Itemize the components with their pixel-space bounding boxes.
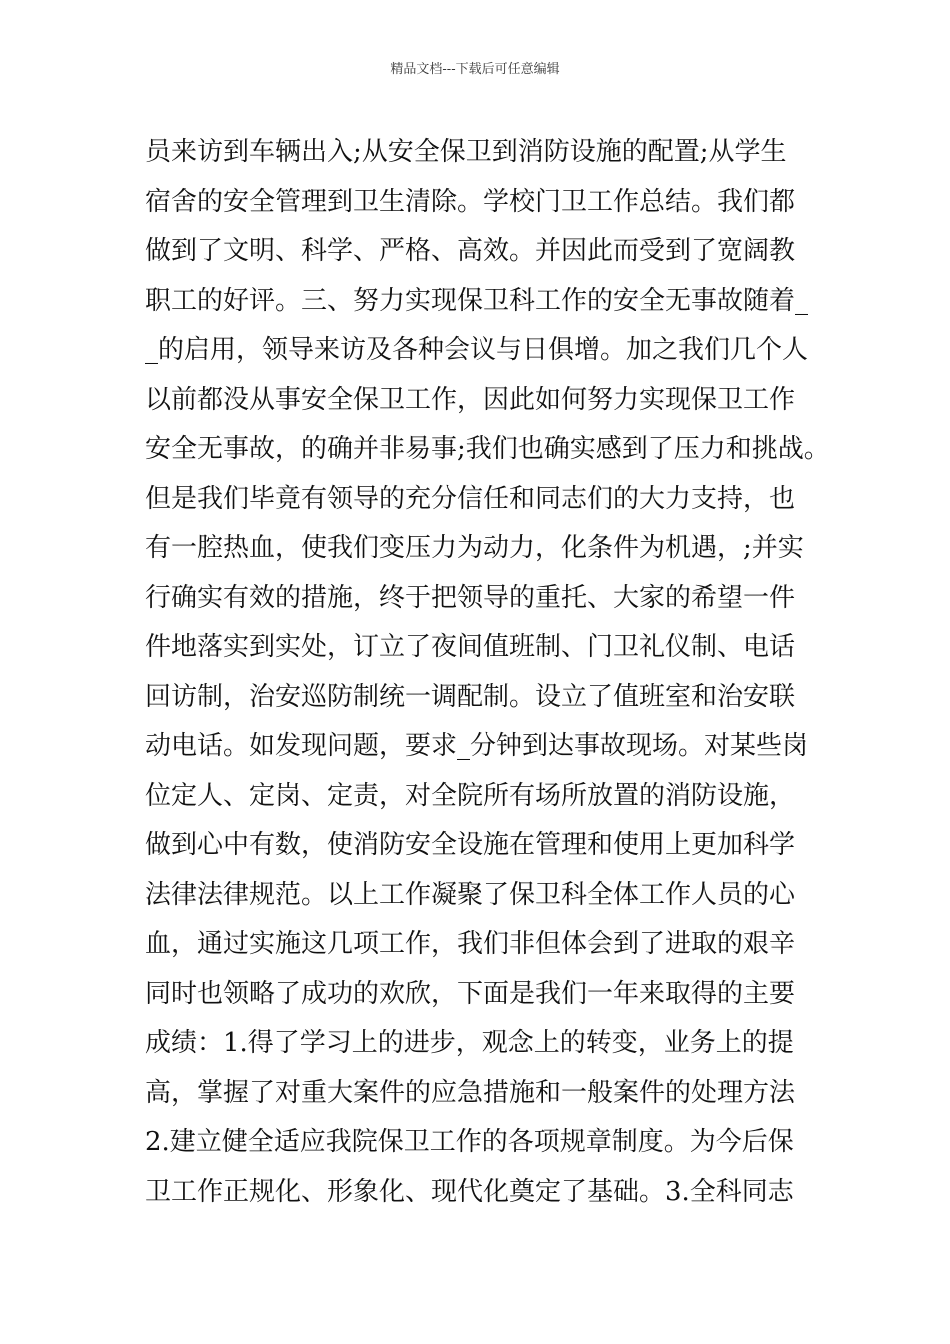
text-line: _的启用，领导来访及各种会议与日俱增。加之我们几个人 xyxy=(145,335,809,365)
document-body xyxy=(145,128,830,1217)
text-line: 成绩：1.得了学习上的进步，观念上的转变，业务上的提 xyxy=(145,1028,794,1058)
text-line: 宿舍的安全管理到卫生清除。学校门卫工作总结。我们都 xyxy=(145,186,796,217)
text-line: 位定人、定岗、定责，对全院所有场所放置的消防设施， xyxy=(145,780,796,811)
text-line: 卫工作正规化、形象化、现代化奠定了基础。3.全科同志 xyxy=(145,1176,794,1207)
text-line: 做到心中有数，使消防安全设施在管理和使用上更加科学 xyxy=(145,830,796,860)
page-header: 精品文档---下载后可任意编辑 xyxy=(390,62,560,77)
text-line: 做到了文明、科学、严格、高效。并因此而受到了宽阔教 xyxy=(145,236,796,266)
text-line: 同时也领略了成功的欢欣，下面是我们一年来取得的主要 xyxy=(145,978,796,1009)
text-line: 职工的好评。三、努力实现保卫科工作的安全无事故随着_ xyxy=(145,285,809,316)
text-line: 员来访到车辆出入;从安全保卫到消防设施的配置;从学生 xyxy=(145,137,787,167)
text-line: 以前都没从事安全保卫工作，因此如何努力实现保卫工作 xyxy=(145,384,796,415)
text-line: 2.建立健全适应我院保卫工作的各项规章制度。为今后保 xyxy=(145,1127,794,1157)
text-line: 高，掌握了对重大案件的应急措施和一般案件的处理方法 xyxy=(145,1077,796,1108)
text-line: 血，通过实施这几项工作，我们非但体会到了进取的艰辛 xyxy=(145,929,796,959)
text-line: 有一腔热血，使我们变压力为动力，化条件为机遇，;并实 xyxy=(145,533,804,563)
text-line: 动电话。如发现问题，要求_分钟到达事故现场。对某些岗 xyxy=(145,731,809,761)
text-line: 安全无事故，的确并非易事;我们也确实感到了压力和挑战。 xyxy=(145,434,830,464)
text-line: 但是我们毕竟有领导的充分信任和同志们的大力支持，也 xyxy=(145,483,796,514)
text-line: 法律法律规范。以上工作凝聚了保卫科全体工作人员的心 xyxy=(145,879,796,910)
text-line: 件地落实到实处，订立了夜间值班制、门卫礼仪制、电话 xyxy=(145,632,796,662)
text-line: 回访制，治安巡防制统一调配制。设立了值班室和治安联 xyxy=(145,681,796,712)
text-line: 行确实有效的措施，终于把领导的重托、大家的希望一件 xyxy=(145,582,796,613)
